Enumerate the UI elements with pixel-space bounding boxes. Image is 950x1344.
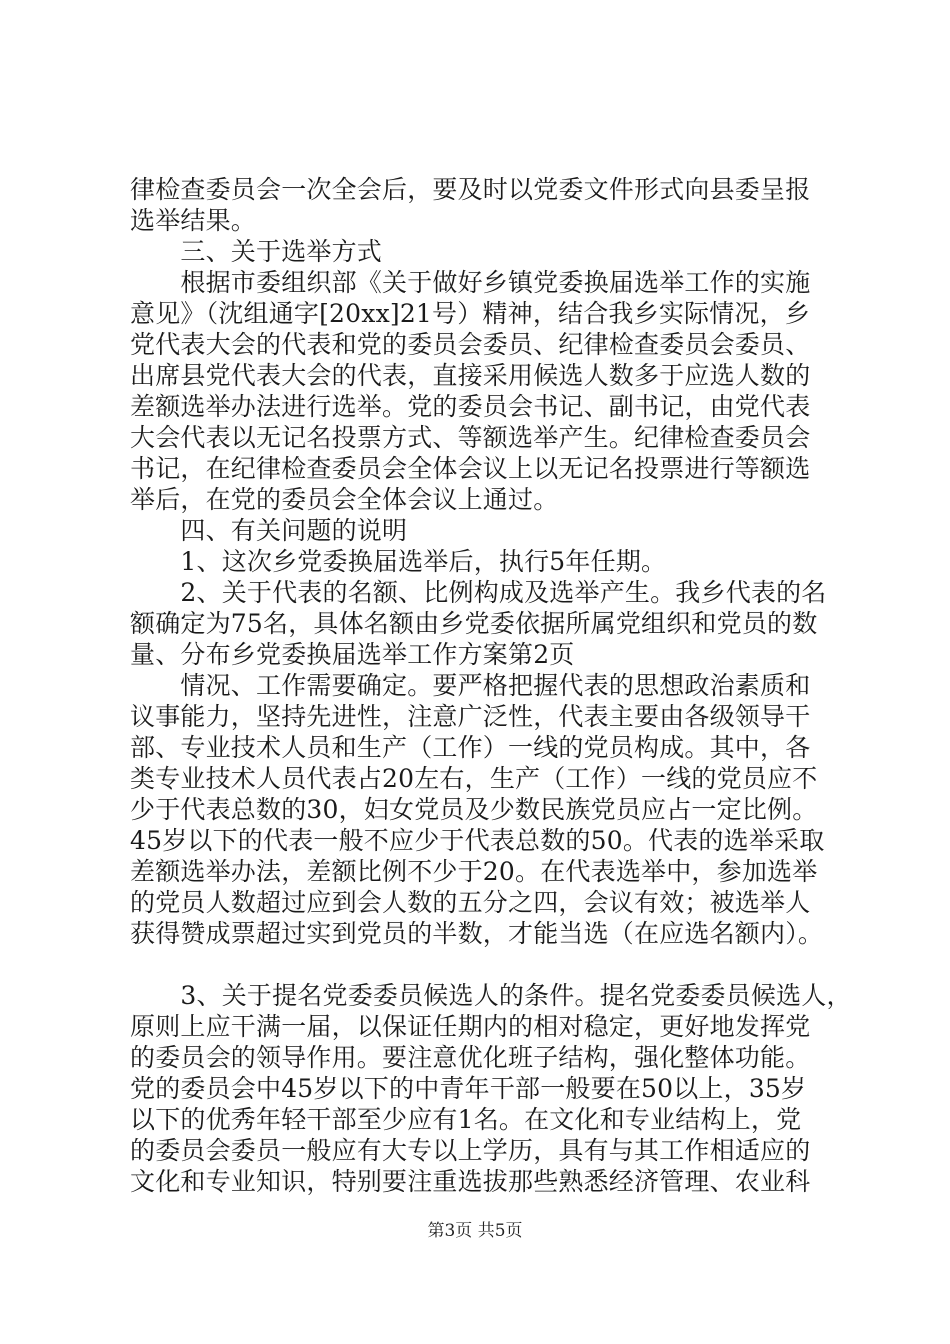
text-line: 选举结果。 xyxy=(130,206,257,235)
text-line: 额确定为75名，具体名额由乡党委依据所属党组织和党员的数 xyxy=(130,609,818,638)
text-line: 大会代表以无记名投票方式、等额选举产生。纪律检查委员会 xyxy=(130,423,811,452)
text-line: 意见》（沈组通字[20xx]21号）精神，结合我乡实际情况，乡 xyxy=(130,299,811,328)
section-election-method-and-notes xyxy=(130,174,850,949)
text-line: 1、这次乡党委换届选举后，执行5年任期。 xyxy=(130,547,667,576)
text-line: 差额选举办法进行选举。党的委员会书记、副书记，由党代表 xyxy=(130,392,811,421)
text-line: 获得赞成票超过实到党员的半数，才能当选（在应选名额内）。 xyxy=(130,919,824,948)
text-line: 出席县党代表大会的代表，直接采用候选人数多于应选人数的 xyxy=(130,361,811,390)
text-line: 部、专业技术人员和生产（工作）一线的党员构成。其中，各 xyxy=(130,733,811,762)
page-footer: 第3页 共5页 xyxy=(427,1221,523,1241)
text-line: 议事能力，坚持先进性，注意广泛性，代表主要由各级领导干 xyxy=(130,702,811,731)
paragraph-gap xyxy=(130,949,850,980)
text-line: 的党员人数超过应到会人数的五分之四，会议有效；被选举人 xyxy=(130,888,811,917)
text-line: 四、有关问题的说明 xyxy=(130,516,408,545)
text-line: 的委员会委员一般应有大专以上学历，具有与其工作相适应的 xyxy=(130,1136,811,1165)
text-line: 根据市委组织部《关于做好乡镇党委换届选举工作的实施 xyxy=(130,268,811,297)
text-line: 文化和专业知识，特别要注重选拔那些熟悉经济管理、农业科 xyxy=(130,1167,811,1196)
text-line: 的委员会的领导作用。要注意优化班子结构，强化整体功能。 xyxy=(130,1043,811,1072)
section-candidate-conditions xyxy=(130,980,850,1197)
text-line: 党的委员会中45岁以下的中青年干部一般要在50以上，35岁 xyxy=(130,1074,807,1103)
text-line: 3、关于提名党委委员候选人的条件。提名党委委员候选人， xyxy=(130,981,852,1010)
text-line: 书记，在纪律检查委员会全体会议上以无记名投票进行等额选 xyxy=(130,454,811,483)
text-line: 少于代表总数的30，妇女党员及少数民族党员应占一定比例。 xyxy=(130,795,818,824)
text-line: 量、分布乡党委换届选举工作方案第2页 xyxy=(130,640,575,669)
body-text xyxy=(130,174,850,1197)
text-line: 45岁以下的代表一般不应少于代表总数的50。代表的选举采取 xyxy=(130,826,825,855)
text-line: 2、关于代表的名额、比例构成及选举产生。我乡代表的名 xyxy=(130,578,827,607)
text-line: 律检查委员会一次全会后，要及时以党委文件形式向县委呈报 xyxy=(130,175,811,204)
text-line: 三、关于选举方式 xyxy=(130,237,383,266)
text-line: 差额选举办法，差额比例不少于20。在代表选举中，参加选举 xyxy=(130,857,818,886)
text-line: 原则上应干满一届，以保证任期内的相对稳定，更好地发挥党 xyxy=(130,1012,811,1041)
text-line: 情况、工作需要确定。要严格把握代表的思想政治素质和 xyxy=(130,671,811,700)
text-line: 类专业技术人员代表占20左右，生产（工作）一线的党员应不 xyxy=(130,764,818,793)
text-line: 党代表大会的代表和党的委员会委员、纪律检查委员会委员、 xyxy=(130,330,811,359)
text-line: 举后，在党的委员会全体会议上通过。 xyxy=(130,485,559,514)
text-line: 以下的优秀年轻干部至少应有1名。在文化和专业结构上，党 xyxy=(130,1105,802,1134)
